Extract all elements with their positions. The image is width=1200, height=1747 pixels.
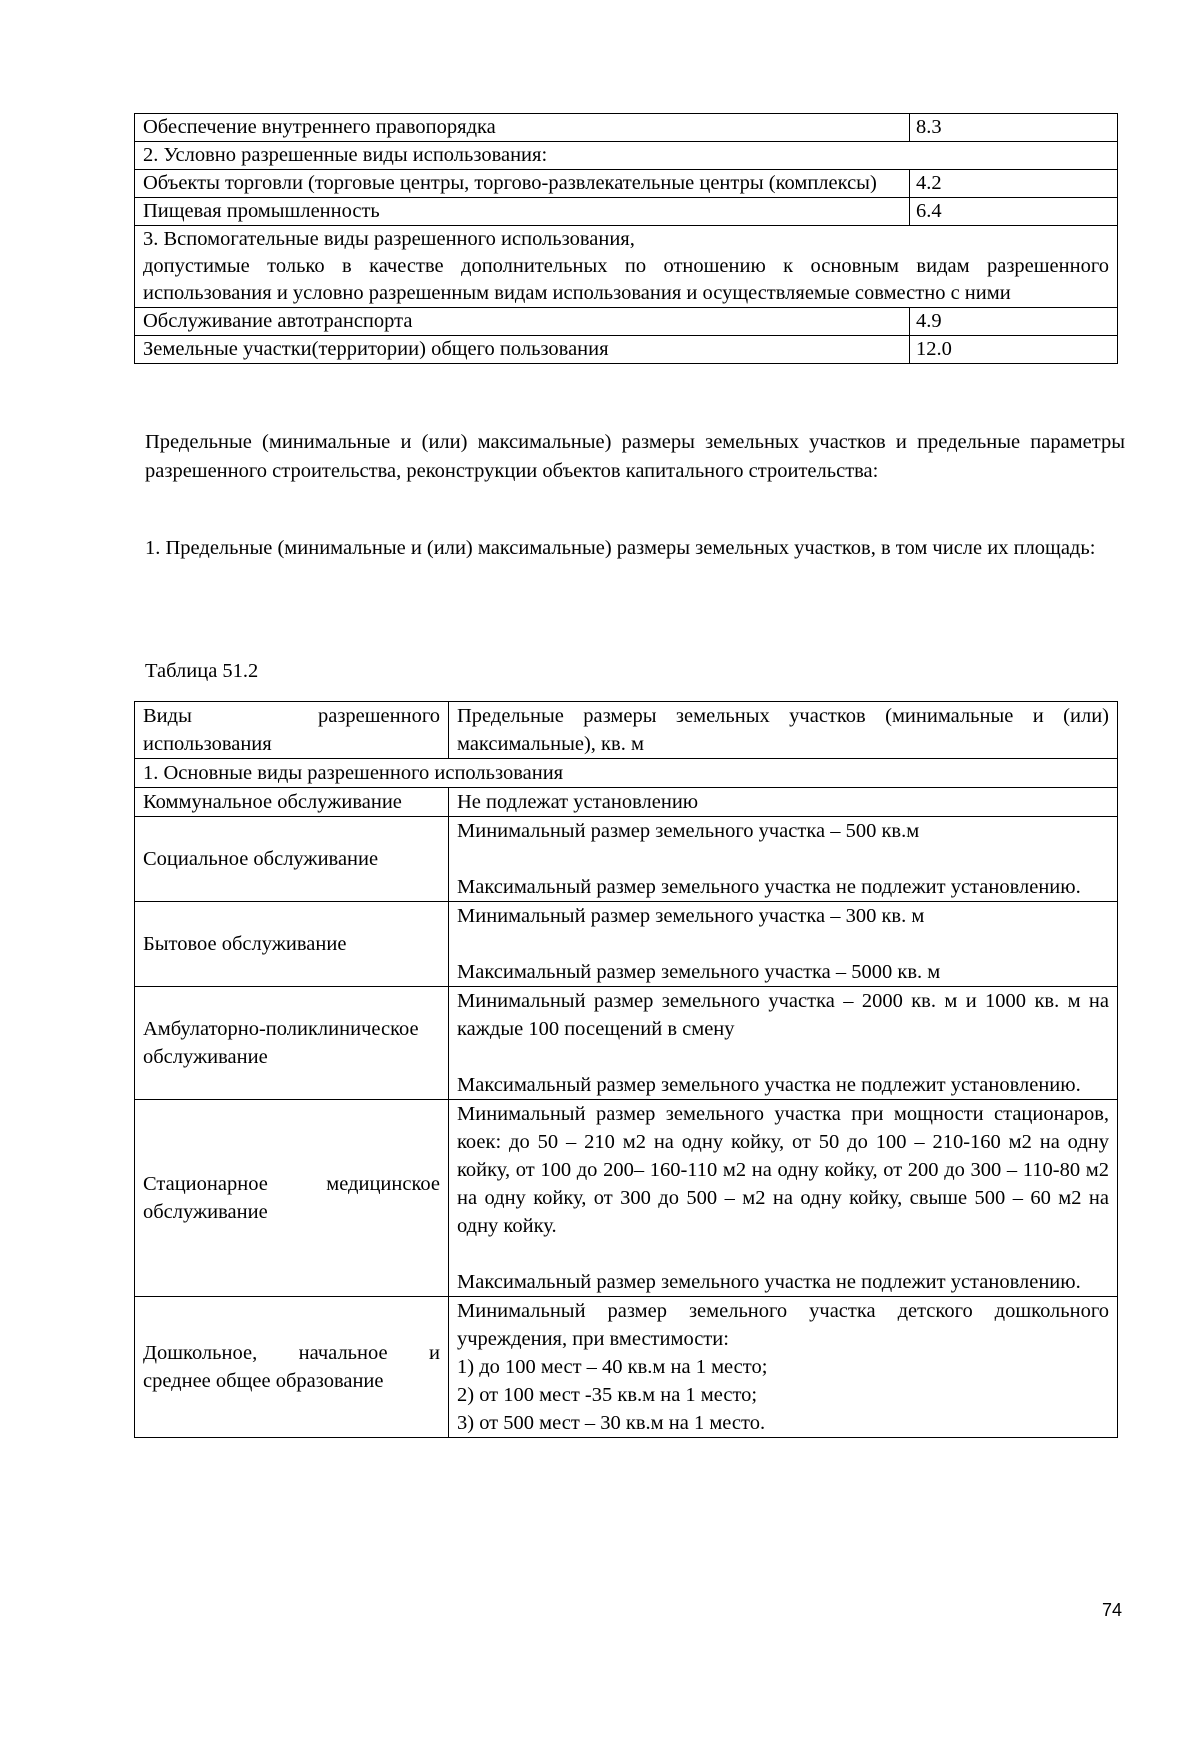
size-limits bbox=[449, 1100, 1118, 1297]
size-limits bbox=[449, 987, 1118, 1100]
table-row bbox=[135, 114, 1118, 142]
page-number: 74 bbox=[1102, 1600, 1123, 1620]
table-row bbox=[135, 788, 1118, 817]
size-limits bbox=[449, 1297, 1118, 1438]
table-row bbox=[135, 170, 1118, 198]
table-row bbox=[135, 987, 1118, 1100]
min-size-intro: Минимальный размер земельного участка детского дошкольного учреждения, при вместимости: bbox=[457, 1300, 1109, 1350]
table-row bbox=[135, 1100, 1118, 1297]
table-section-row bbox=[135, 226, 1118, 308]
min-size: Минимальный размер земельного участка – 2000 кв. м и 1000 кв. м на каждые 100 посещений в смену bbox=[457, 990, 1109, 1040]
header-use-type: Виды разрешенного использования bbox=[135, 702, 449, 759]
section-heading: 2. Условно разрешенные виды использования: bbox=[135, 142, 1118, 170]
section-heading-cell bbox=[135, 226, 1118, 308]
table-section-row bbox=[135, 759, 1118, 788]
table-row bbox=[135, 1297, 1118, 1438]
section-heading: 1. Основные виды разрешенного использования bbox=[135, 759, 1118, 788]
use-name: Пищевая промышленность bbox=[135, 198, 910, 226]
max-size: Максимальный размер земельного участка не подлежит установлению. bbox=[457, 876, 1081, 898]
table-section-row bbox=[135, 142, 1118, 170]
table-row bbox=[135, 336, 1118, 364]
min-size: Минимальный размер земельного участка при мощности стационаров, коек: до 50 – 210 м2 на одну койку, от 50 до 100 – 210-160 м2 на одну койку, от 100 до 200– 160-110 м2 на одну койку, от 200 до 300 – 110-80 м2 на одну койку, от 300 до 500 – м2 на одну койку, свыше 500 – 60 м2 на одну койку. bbox=[457, 1103, 1109, 1237]
use-code: 12.0 bbox=[910, 336, 1118, 364]
table-caption: Таблица 51.2 bbox=[145, 660, 259, 682]
permitted-uses-table bbox=[134, 113, 1118, 364]
use-code: 4.9 bbox=[910, 308, 1118, 336]
min-size: Минимальный размер земельного участка – 500 кв.м bbox=[457, 820, 920, 842]
use-type: Стационарное медицинское обслуживание bbox=[135, 1100, 449, 1297]
max-size: Максимальный размер земельного участка не подлежит установлению. bbox=[457, 1271, 1081, 1293]
table-row bbox=[135, 308, 1118, 336]
use-name: Земельные участки(территории) общего пользования bbox=[135, 336, 910, 364]
use-type: Дошкольное, начальное и среднее общее образование bbox=[135, 1297, 449, 1438]
table-row bbox=[135, 817, 1118, 902]
plot-size-limits-table bbox=[134, 701, 1118, 1438]
use-type: Социальное обслуживание bbox=[135, 817, 449, 902]
max-size: Максимальный размер земельного участка – 5000 кв. м bbox=[457, 961, 941, 983]
use-code: 4.2 bbox=[910, 170, 1118, 198]
use-name: Обслуживание автотранспорта bbox=[135, 308, 910, 336]
use-type: Коммунальное обслуживание bbox=[135, 788, 449, 817]
use-code: 8.3 bbox=[910, 114, 1118, 142]
limits-intro-paragraph: Предельные (минимальные и (или) максимальные) размеры земельных участков и предельные параметры разрешенного строительства, реконструкции объектов капитального строительства: bbox=[145, 431, 1125, 482]
capacity-tier: 3) от 500 мест – 30 кв.м на 1 место. bbox=[457, 1412, 766, 1434]
use-code: 6.4 bbox=[910, 198, 1118, 226]
table-row bbox=[135, 902, 1118, 987]
size-limits bbox=[449, 902, 1118, 987]
size-limits: Не подлежат установлению bbox=[449, 788, 1118, 817]
use-name: Обеспечение внутреннего правопорядка bbox=[135, 114, 910, 142]
table-header-row bbox=[135, 702, 1118, 759]
plot-size-paragraph: 1. Предельные (минимальные и (или) максимальные) размеры земельных участков, в том числе их площадь: bbox=[145, 537, 1096, 559]
capacity-tier: 1) до 100 мест – 40 кв.м на 1 место; bbox=[457, 1356, 768, 1378]
capacity-tier: 2) от 100 мест -35 кв.м на 1 место; bbox=[457, 1384, 758, 1406]
section-heading: 3. Вспомогательные виды разрешенного использования, bbox=[143, 228, 635, 250]
use-name: Объекты торговли (торговые центры, торгово-развлекательные центры (комплексы) bbox=[135, 170, 910, 198]
section-description: допустимые только в качестве дополнительных по отношению к основным видам разрешенного использования и условно разрешенным видам использования и осуществляемые совместно с ними bbox=[143, 255, 1109, 304]
use-type: Амбулаторно-поликлиническое обслуживание bbox=[135, 987, 449, 1100]
size-limits bbox=[449, 817, 1118, 902]
max-size: Максимальный размер земельного участка не подлежит установлению. bbox=[457, 1074, 1081, 1096]
use-type: Бытовое обслуживание bbox=[135, 902, 449, 987]
header-size-limits: Предельные размеры земельных участков (минимальные и (или) максимальные), кв. м bbox=[449, 702, 1118, 759]
min-size: Минимальный размер земельного участка – 300 кв. м bbox=[457, 905, 925, 927]
table-row bbox=[135, 198, 1118, 226]
